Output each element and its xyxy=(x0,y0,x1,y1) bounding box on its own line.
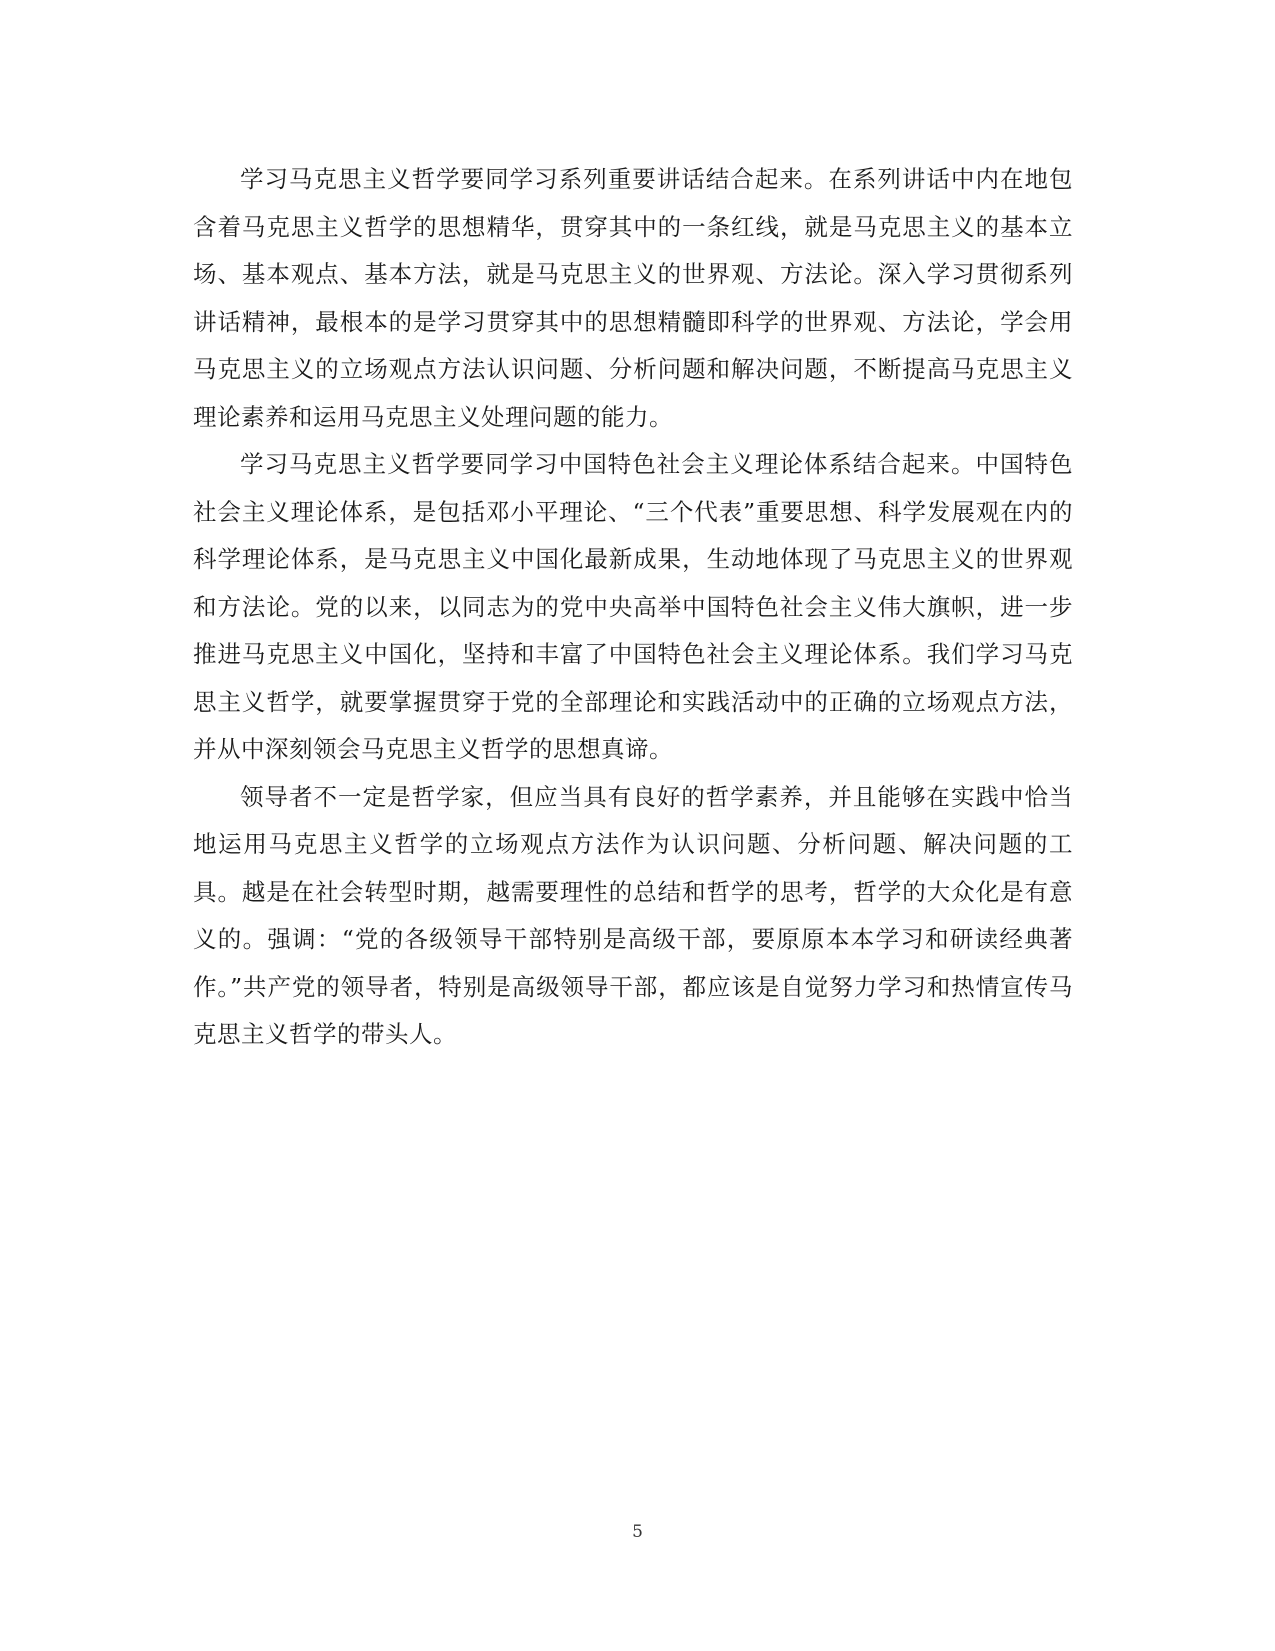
paragraph-2: 学习马克思主义哲学要同学习中国特色社会主义理论体系结合起来。中国特色社会主义理论体系，是包括邓小平理论、“三个代表”重要思想、科学发展观在内的科学理论体系，是马克思主义中国化最新成果，生动地体现了马克思主义的世界观和方法论。党的以来，以同志为的党中央高举中国特色社会主义伟大旗帜，进一步推进马克思主义中国化，坚持和丰富了中国特色社会主义理论体系。我们学习马克思主义哲学，就要掌握贯穿于党的全部理论和实践活动中的正确的立场观点方法，并从中深刻领会马克思主义哲学的思想真谛。 xyxy=(193,450,1073,763)
paragraph-3: 领导者不一定是哲学家，但应当具有良好的哲学素养，并且能够在实践中恰当地运用马克思主义哲学的立场观点方法作为认识问题、分析问题、解决问题的工具。越是在社会转型时期，越需要理性的总结和哲学的思考，哲学的大众化是有意义的。强调：“党的各级领导干部特别是高级干部，要原原本本学习和研读经典著作。”共产党的领导者，特别是高级领导干部，都应该是自觉努力学习和热情宣传马克思主义哲学的带头人。 xyxy=(193,782,1073,1048)
body-text xyxy=(193,156,1073,1059)
page-number: 5 xyxy=(632,1522,643,1542)
paragraph-1: 学习马克思主义哲学要同学习系列重要讲话结合起来。在系列讲话中内在地包含着马克思主义哲学的思想精华，贯穿其中的一条红线，就是马克思主义的基本立场、基本观点、基本方法，就是马克思主义的世界观、方法论。深入学习贯彻系列讲话精神，最根本的是学习贯穿其中的思想精髓即科学的世界观、方法论，学会用马克思主义的立场观点方法认识问题、分析问题和解决问题，不断提高马克思主义理论素养和运用马克思主义处理问题的能力。 xyxy=(193,165,1073,431)
